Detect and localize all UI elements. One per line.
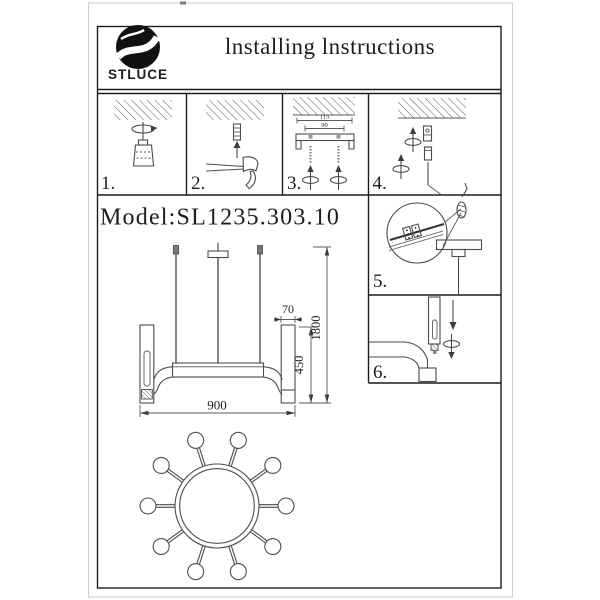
turn-screw-icon bbox=[303, 165, 319, 190]
bulb-spoke bbox=[222, 430, 248, 468]
center-bar bbox=[173, 363, 264, 377]
turn-bulb-icon bbox=[444, 334, 460, 359]
dimension-tube-width bbox=[274, 302, 302, 323]
ceiling-hatch-icon bbox=[206, 100, 264, 120]
dimension-label: 900 bbox=[207, 397, 227, 413]
step-4-panel bbox=[373, 98, 467, 195]
ceiling-hatch-icon bbox=[398, 98, 466, 118]
canopy-icon bbox=[208, 251, 228, 258]
cord-grip-icon bbox=[457, 183, 467, 218]
wire-fitting-icon bbox=[258, 246, 263, 255]
brand-name: STLUCE bbox=[108, 67, 168, 82]
bulb-spoke bbox=[222, 543, 248, 581]
up-arrow-icon bbox=[234, 141, 241, 158]
dimension-label: 450 bbox=[292, 355, 306, 375]
bulb-spoke bbox=[186, 543, 212, 581]
pendant-top-view bbox=[140, 430, 294, 581]
bulb-spoke bbox=[140, 498, 175, 514]
dimension-label: 115 bbox=[319, 113, 330, 121]
step-number: 4. bbox=[372, 173, 387, 194]
turn-screw-icon bbox=[405, 127, 421, 152]
step-number: 6. bbox=[373, 362, 388, 383]
hammer-icon bbox=[206, 157, 258, 189]
bulb-spoke bbox=[259, 498, 294, 514]
mounting-bracket-icon bbox=[296, 134, 354, 149]
step-1-panel bbox=[101, 100, 172, 194]
suspension-parts-icon bbox=[424, 126, 442, 195]
model-number: Model:SL1235.303.10 bbox=[100, 204, 341, 231]
step-2-panel bbox=[191, 100, 264, 194]
wire-fitting-icon bbox=[174, 246, 179, 255]
dimension-max-drop bbox=[309, 247, 331, 403]
bulb-tube-icon bbox=[429, 297, 441, 354]
step-number: 2. bbox=[191, 173, 206, 194]
header bbox=[108, 25, 435, 82]
bulb-spoke bbox=[186, 430, 212, 468]
drill-icon bbox=[132, 122, 158, 166]
down-arrow-icon bbox=[450, 300, 457, 330]
turn-screw-icon bbox=[331, 165, 347, 190]
step-number: 3. bbox=[287, 173, 302, 194]
left-tube bbox=[140, 325, 154, 403]
dimension-label: 90 bbox=[321, 122, 328, 129]
step-number: 1. bbox=[101, 173, 116, 194]
scan-artifact bbox=[180, 2, 186, 5]
step-6-panel bbox=[369, 297, 460, 383]
page-title: lnstalling lnstructions bbox=[224, 34, 436, 59]
brand-logo-icon bbox=[116, 25, 160, 69]
step-3-panel bbox=[287, 97, 355, 194]
dimension-plate-holes bbox=[305, 122, 344, 132]
wall-anchor-icon bbox=[234, 124, 241, 140]
step-5-panel bbox=[373, 183, 482, 295]
ceiling-hatch-icon bbox=[114, 100, 172, 120]
ceiling-hatch-icon bbox=[293, 97, 355, 115]
turn-screw-icon bbox=[393, 154, 409, 179]
page-edge-frame bbox=[89, 2, 513, 598]
pendant-front-view bbox=[140, 243, 331, 418]
step-number: 5. bbox=[373, 271, 388, 292]
dimension-fixture-width bbox=[140, 398, 295, 418]
dimension-label: 1800 bbox=[309, 315, 323, 341]
wiring-magnifier-icon bbox=[387, 203, 461, 263]
dimension-label: 70 bbox=[282, 302, 294, 316]
